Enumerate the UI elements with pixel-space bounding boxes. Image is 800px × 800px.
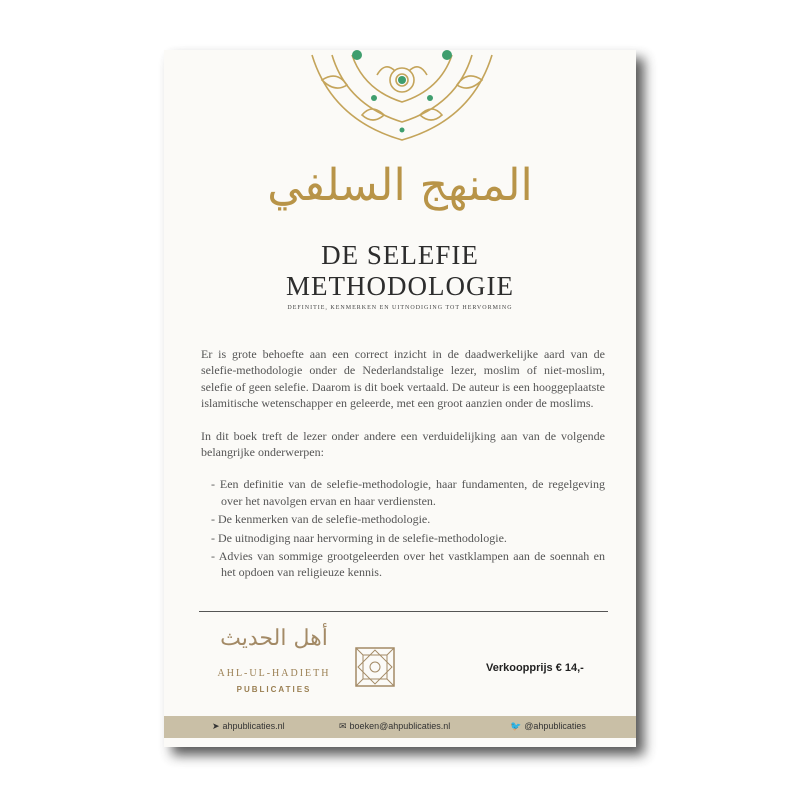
publisher-logo-arabic: أهل الحديث [220, 626, 328, 651]
list-item: - Een definitie van de selefie-methodologie, haar fundamenten, de regelgeving over het navolgen ervan en haar verdiensten. [211, 477, 605, 508]
ornament-graphic [302, 50, 502, 145]
cursor-icon: ➤ [212, 721, 220, 731]
website-text: ahpublicaties.nl [222, 721, 285, 731]
website-link[interactable] [212, 721, 285, 732]
list-item: - De kenmerken van de selefie-methodologie. [211, 512, 431, 527]
blurb [201, 346, 605, 583]
email-text: boeken@ahpublicaties.nl [349, 721, 451, 731]
mail-icon: ✉ [339, 721, 347, 731]
blurb-paragraph: Er is grote behoefte aan een correct inzicht in de daadwerkelijke aard van de selefie-methodologie onder de Nederlandstalige lezer, moslim of niet-moslim, selefie of geen selefie. Daarom is dit boek vertaald. De auteur is een hooggeplaatste islamitische wetenschapper en geleerde, met een groot aanzien onder de moslims. [201, 347, 605, 411]
publisher-name: AHL-UL-HADIETH [217, 668, 331, 679]
blurb-paragraph: In dit boek treft de lezer onder andere een verduidelijking aan van de volgende belangrijke onderwerpen: [201, 428, 605, 460]
publisher-emblem-icon [355, 647, 395, 687]
twitter-link[interactable] [510, 721, 586, 732]
twitter-icon: 🐦 [510, 721, 522, 731]
publisher-subtitle: PUBLICATIES [236, 685, 312, 694]
list-item: - Advies van sommige grootgeleerden over het vastklampen aan de soennah en het opdoen van religieuze kennis. [211, 549, 605, 580]
topic-list [201, 476, 605, 580]
list-item: - De uitnodiging naar hervorming in de selefie-methodologie. [211, 530, 507, 545]
twitter-text: @ahpublicaties [524, 721, 586, 731]
book-subtitle: DEFINITIE, KENMERKEN EN UITNODIGING TOT HERVORMING [287, 305, 513, 311]
book-title-line2: METHODOLOGIE [286, 271, 514, 301]
arabic-title: المنهج السلفي [267, 160, 533, 211]
book-title-line1: DE SELEFIE [321, 240, 479, 270]
price-label: Verkoopprijs € 14,- [486, 662, 584, 674]
divider [199, 611, 608, 612]
footer-bar [164, 716, 636, 738]
book-back-cover [164, 50, 636, 747]
email-link[interactable] [339, 721, 450, 732]
